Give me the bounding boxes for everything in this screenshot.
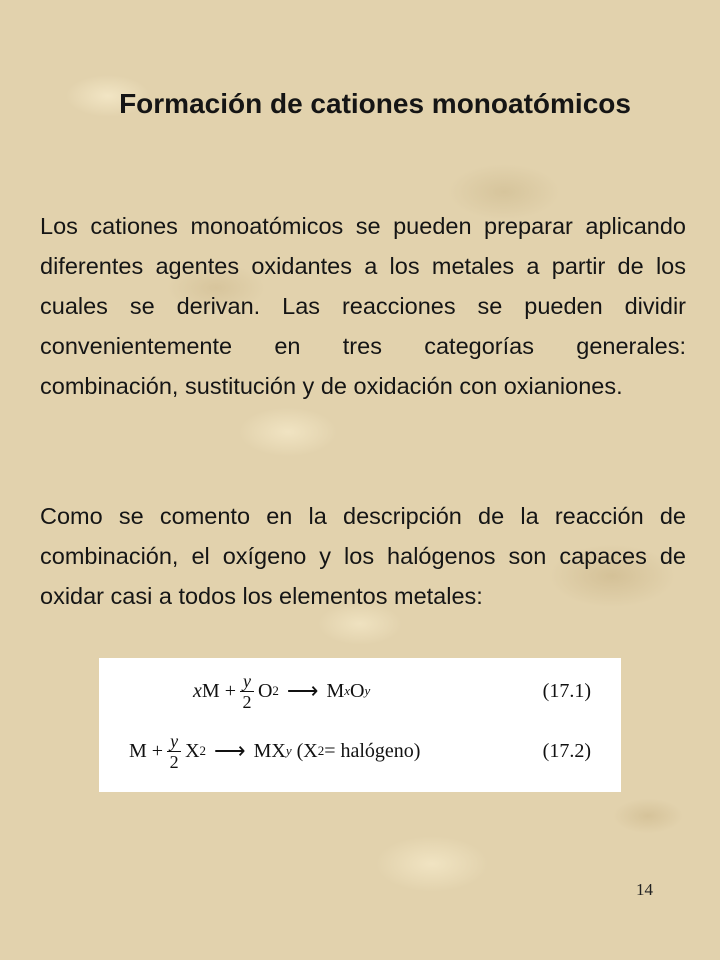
- note-rest: = halógeno): [324, 739, 421, 762]
- fraction-numerator: y: [242, 670, 251, 691]
- note-open: (X: [296, 739, 318, 762]
- plus-sign: +: [224, 679, 236, 702]
- coefficient: x: [193, 679, 202, 702]
- equation-number: (17.2): [542, 740, 591, 762]
- product: MX: [253, 739, 286, 762]
- paragraph-combination: Como se comento en la descripción de la reacción de combinación, el oxígeno y los halógenos son capaces de oxidar casi a todos los elementos metales:: [40, 503, 686, 609]
- fraction-numerator: y: [170, 730, 179, 751]
- product-oxygen: O: [350, 679, 365, 702]
- product: M: [326, 679, 345, 702]
- equation-number: (17.1): [542, 680, 591, 702]
- product-subscript-x: x: [344, 683, 351, 698]
- page-number: 14: [636, 880, 653, 899]
- equation-17-1: [99, 666, 621, 716]
- reagent: X: [185, 739, 200, 762]
- reaction-arrow-icon: ⟶: [214, 738, 246, 763]
- fraction: [167, 732, 181, 771]
- reaction-arrow-icon: ⟶: [286, 678, 319, 703]
- paragraph-intro: Los cationes monoatómicos se pueden preparar aplicando diferentes agentes oxidantes a los metales a partir de los cuales se derivan. Las reacciones se pueden dividir convenientemente en tres categorías generales: combinación, sustitución y de oxidación con oxianiones.: [40, 213, 686, 399]
- product-subscript-y: y: [364, 683, 371, 698]
- fraction-denominator: 2: [242, 691, 252, 712]
- metal: M: [129, 739, 147, 762]
- fraction-denominator: 2: [169, 751, 179, 772]
- reagent-subscript: 2: [272, 683, 279, 698]
- equation-17-2: [99, 726, 621, 776]
- page-title: Formación de cationes monoatómicos: [119, 88, 631, 119]
- product-subscript-y: y: [285, 743, 292, 758]
- metal: M: [201, 679, 220, 702]
- reagent: O: [257, 679, 273, 702]
- fraction: [240, 672, 254, 711]
- plus-sign: +: [151, 739, 164, 762]
- equations-figure: [99, 658, 621, 792]
- note-subscript: 2: [317, 743, 325, 758]
- reagent-subscript: 2: [199, 743, 207, 758]
